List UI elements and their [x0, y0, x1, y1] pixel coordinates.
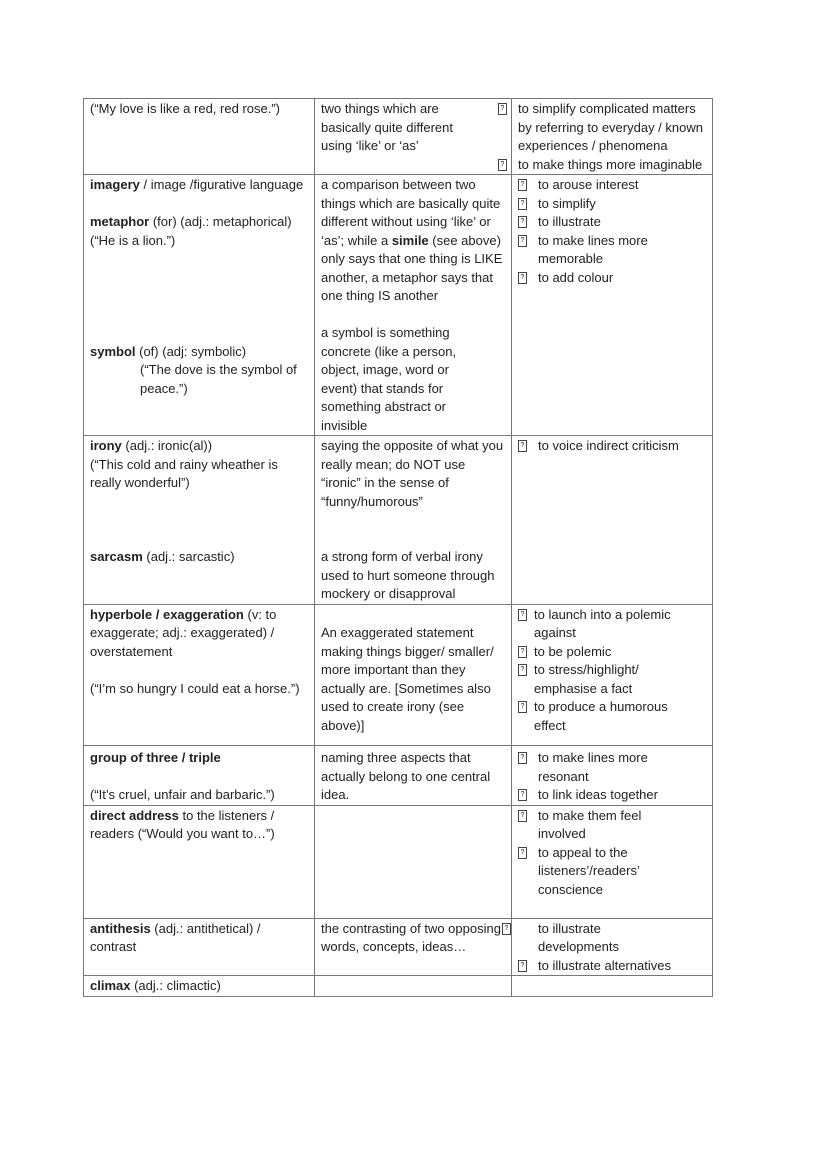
definition-text: naming three aspects that actually belong to one central idea. [321, 750, 491, 802]
table-row [84, 604, 713, 746]
purpose-cell [500, 99, 713, 175]
missing-glyph-box-icon: ? [518, 235, 527, 247]
term-cell [84, 436, 315, 605]
term-group-of-three [90, 749, 308, 768]
missing-glyph-box-icon: ? [518, 810, 527, 822]
missing-glyph-box-icon: ? [518, 179, 527, 191]
list-item: ? to arouse interest [518, 176, 706, 195]
list-item: ? to voice indirect criticism [518, 437, 706, 456]
definition-text: An exaggerated statement making things bigger/ smaller/ more important than they actually are. [Sometimes also used to create irony (see above)] [321, 625, 494, 733]
list-item [498, 156, 706, 175]
definition-cell [315, 99, 512, 175]
definition-text: a strong form of verbal irony used to hurt someone through mockery or disapproval [321, 549, 495, 601]
missing-glyph-box-icon: ? [518, 752, 527, 764]
purpose-cell [512, 436, 713, 605]
missing-glyph-box-icon: ? [518, 789, 527, 801]
purpose-cell [512, 604, 713, 746]
term-bold: imagery [90, 177, 140, 192]
list-item: ? to produce a humorous effect [518, 698, 688, 735]
term-metaphor: metaphor (for) (adj.: metaphorical) [90, 214, 292, 229]
term-bold: metaphor [90, 214, 150, 229]
term-cell [84, 746, 315, 806]
term-bold: group of three / triple [90, 750, 221, 765]
missing-glyph-box-icon: ? [502, 923, 511, 935]
term-cell [84, 976, 315, 997]
term-sarcasm: sarcasm (adj.: sarcastic) [90, 549, 235, 564]
list-item: ? to add colour [518, 269, 706, 288]
purpose-cell [512, 976, 713, 997]
list-item: ? to make lines more memorable [518, 232, 668, 269]
missing-glyph-box-icon: ? [518, 646, 527, 658]
missing-glyph-box-icon: ? [518, 198, 527, 210]
list-item: ? to appeal to the listeners’/readers’ conscience [518, 844, 668, 900]
missing-glyph-box-icon: ? [518, 960, 527, 972]
example-text: (“He is a lion.”) [90, 232, 176, 248]
example-text: (“It’s cruel, unfair and barbaric.”) [90, 787, 275, 802]
missing-glyph-box-icon: ? [518, 664, 527, 676]
term-bold: direct address [90, 807, 179, 823]
table-row [84, 805, 713, 918]
list-item: ? to illustrate alternatives [518, 957, 706, 976]
definition-cell [315, 175, 512, 436]
purpose-cell [512, 805, 713, 918]
definition-cell [315, 976, 512, 997]
term-direct-address: direct address to the listeners / readers (“Would you want to…”) [90, 807, 275, 841]
table-row [84, 175, 713, 436]
missing-glyph-box-icon: ? [518, 272, 527, 284]
purpose-list [518, 807, 706, 900]
term-symbol: symbol (of) (adj: symbolic) [90, 343, 247, 359]
definition-text: a symbol is something concrete (like a person, object, image, word or event) that stands for something abstract or invisible [321, 325, 457, 433]
term-bold: antithesis [90, 920, 151, 936]
definition-cell [315, 805, 512, 918]
list-item: ? to illustrate [518, 213, 706, 232]
missing-glyph-box-icon: ? [498, 159, 507, 171]
missing-glyph-box-icon: ? [518, 216, 527, 228]
term-bold: irony [90, 438, 122, 453]
purpose-list [518, 749, 706, 805]
definition-cell [315, 918, 512, 976]
list-item: ? to make lines more resonant [518, 749, 668, 786]
term-cell [84, 918, 315, 976]
term-climax: climax (adj.: climactic) [90, 978, 221, 993]
table-row [84, 746, 713, 806]
purpose-text: to make things more imaginable [518, 156, 703, 172]
term-imagery: imagery / image /figurative language [90, 177, 304, 192]
term-bold: hyperbole / exaggeration [90, 606, 244, 622]
list-item: ? to link ideas together [518, 786, 706, 805]
purpose-list [498, 100, 706, 174]
example-text: (“My love is like a red, red rose.”) [90, 101, 280, 116]
table-row [84, 436, 713, 605]
definition-cell [315, 436, 512, 605]
definition-text: saying the opposite of what you really mean; do NOT use “ironic” in the sense of “funny/humorous” [321, 438, 504, 509]
purpose-list [518, 176, 706, 287]
definition-cell [315, 604, 512, 746]
definition-text: the contrasting of two opposing words, concepts, ideas… [321, 920, 501, 954]
purpose-list [504, 920, 706, 976]
definition-text: two things which are basically quite different using ‘like’ or ‘as’ [321, 101, 454, 153]
purpose-cell [504, 918, 713, 976]
stylistic-devices-table [83, 98, 713, 997]
list-item: ? to launch into a polemic against [518, 606, 688, 643]
purpose-list [518, 606, 688, 736]
term-cell [84, 604, 315, 746]
term-antithesis: antithesis (adj.: antithetical) / contrast [90, 920, 261, 954]
term-cell [84, 99, 315, 175]
list-item: ? to be polemic [518, 643, 688, 662]
purpose-cell [512, 175, 713, 436]
purpose-list [518, 437, 706, 456]
term-bold: sarcasm [90, 549, 143, 564]
example-text: (“The dove is the symbol of peace.”) [140, 362, 297, 396]
example-text: (“This cold and rainy wheather is really wonderful”) [90, 456, 278, 490]
term-cell [84, 805, 315, 918]
table-row [84, 918, 713, 976]
missing-glyph-box-icon: ? [518, 609, 527, 621]
missing-glyph-box-icon: ? [498, 103, 507, 115]
term-irony: irony (adj.: ironic(al)) [90, 438, 213, 453]
list-item: ? to simplify [518, 195, 706, 214]
list-item: ? to illustrate developments [518, 920, 648, 957]
example-text: (“I’m so hungry I could eat a horse.”) [90, 680, 300, 696]
term-bold: climax [90, 978, 131, 993]
definition-cell [315, 746, 512, 806]
list-item [498, 100, 706, 156]
purpose-cell [512, 746, 713, 806]
term-bold: symbol [90, 343, 136, 359]
missing-glyph-box-icon: ? [518, 701, 527, 713]
missing-glyph-box-icon: ? [518, 847, 527, 859]
table-row [84, 99, 713, 175]
purpose-text: to simplify complicated matters by referring to everyday / known experiences / phenomena [518, 101, 703, 153]
term-hyperbole: hyperbole / exaggeration (v: to exaggerate; adj.: exaggerated) / overstatement [90, 606, 277, 659]
definition-text: a comparison between two things which are basically quite different without using ‘like’ or ‘as’; while a simile (see above) only says that one thing is LIKE another, a metaphor says that one thing IS another [321, 177, 503, 303]
list-item: ? to stress/highlight/ emphasise a fact [518, 661, 688, 698]
term-cell [84, 175, 315, 436]
list-item: ? to make them feel involved [518, 807, 668, 844]
missing-glyph-box-icon: ? [518, 440, 527, 452]
table-row [84, 976, 713, 997]
